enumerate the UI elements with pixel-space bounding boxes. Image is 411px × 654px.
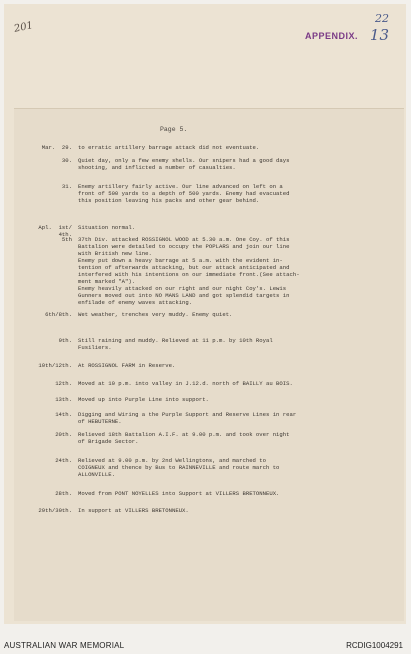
- folio-number-right: 22: [375, 12, 389, 25]
- entry-date: 31.: [61, 183, 72, 190]
- archive-footer: [0, 638, 411, 654]
- entry-text: [78, 236, 396, 306]
- entry-line: Enemy heavily attacked on our right and our night Coy's. Lewis: [78, 285, 287, 292]
- entry-text: [78, 431, 396, 445]
- entry-date: 14th.: [55, 411, 72, 418]
- entry-date: 24th.: [55, 457, 72, 464]
- entry-line: Moved up into Purple Line into support.: [78, 396, 209, 403]
- entry-line: Still raining and muddy. Relieved at 11 p.m. by 10th Royal: [78, 337, 273, 344]
- entry-line: Moved at 10 p.m. into valley in J.12.d. north of BAILLY au BOIS.: [78, 380, 293, 387]
- entry-line: of HEBUTERNE.: [78, 418, 122, 425]
- entry-text: [78, 380, 396, 387]
- entry-date: 10th/12th.: [38, 362, 72, 369]
- appendix-stamp: APPENDIX.: [305, 31, 359, 41]
- entry-line: interfered with his intentions on our immediate front.(See attach-: [78, 271, 300, 278]
- entry-line: enfilade of enemy waves attacking.: [78, 299, 193, 306]
- folio-number-left: 201: [13, 20, 35, 35]
- entry-date: 29th/30th.: [38, 507, 72, 514]
- entry-line: to erratic artillery barrage attack did not eventuate.: [78, 144, 260, 151]
- entry-line: Enemy put down a heavy barrage at 5 a.m. with the evident in-: [78, 257, 283, 264]
- entry-text: [78, 224, 396, 231]
- entry-line: front of 500 yards to a depth of 500 yards. Enemy had evacuated: [78, 190, 290, 197]
- entry-line: In support at VILLERS BRETONNEUX.: [78, 507, 189, 514]
- entry-text: [78, 457, 396, 478]
- entry-line: At ROSSIGNOL FARM in Reserve.: [78, 362, 176, 369]
- entry-date: 6th/8th.: [45, 311, 72, 318]
- entry-text: [78, 490, 396, 497]
- entry-text: [78, 337, 396, 351]
- entry-line: COIGNEUX and thence by Bus to RAINNEVILLE and route march to: [78, 464, 280, 471]
- entry-line: Quiet day, only a few enemy shells. Our snipers had a good days: [78, 157, 290, 164]
- entry-date: 12th.: [55, 380, 72, 387]
- entry-text: [78, 507, 396, 514]
- entry-line: 37th Div. attacked ROSSIGNOL WOOD at 5.30 a.m. One Coy. of this: [78, 236, 290, 243]
- entry-line: Moved from PONT NOYELLES into Support at VILLERS BRETONNEUX.: [78, 490, 280, 497]
- entry-line: this position leaving his packs and other gear behind.: [78, 197, 260, 204]
- entry-date: 30.: [61, 157, 72, 164]
- entry-date: 5th: [61, 236, 72, 243]
- entry-text: [78, 311, 396, 318]
- entry-date: Apl. 1st/ 4th.: [38, 224, 72, 238]
- entry-line: ment marked "A").: [78, 278, 136, 285]
- entry-line: with British new line.: [78, 250, 152, 257]
- entry-date: 28th.: [55, 490, 72, 497]
- entry-text: [78, 144, 396, 151]
- entry-date: Mar. 29.: [41, 144, 72, 151]
- entry-line: of Brigade Sector.: [78, 438, 139, 445]
- entry-text: [78, 411, 396, 425]
- appendix-number: 13: [369, 26, 389, 44]
- entry-line: Fusiliers.: [78, 344, 112, 351]
- entry-text: [78, 183, 396, 204]
- entry-text: [78, 157, 396, 171]
- entry-line: Relieved at 9.00 p.m. by 2nd Wellingtons, and marched to: [78, 457, 266, 464]
- entry-text: [78, 362, 396, 369]
- entry-date: 20th.: [55, 431, 72, 438]
- archive-name: AUSTRALIAN WAR MEMORIAL: [4, 641, 125, 650]
- entry-text: [78, 396, 396, 403]
- entry-date: 9th.: [58, 337, 72, 344]
- entry-line: Gunners moved out into NO MANS LAND and got splendid targets in: [78, 292, 290, 299]
- record-id: RCDIG1004291: [346, 641, 403, 650]
- entry-line: Digging and Wiring a the Purple Support and Reserve Lines in rear: [78, 411, 297, 418]
- entry-line: ALLONVILLE.: [78, 471, 115, 478]
- entry-line: Situation normal.: [78, 224, 136, 231]
- page-label: Page 5.: [160, 126, 188, 133]
- entry-line: Battalion were detailed to occupy the POPLARS and join our line: [78, 243, 290, 250]
- entry-line: tention of afterwards attacking, but our attack anticipated and: [78, 264, 290, 271]
- entry-line: shooting, and inflicted a number of casualties.: [78, 164, 236, 171]
- entry-line: Wet weather, trenches very muddy. Enemy quiet.: [78, 311, 233, 318]
- entry-date: 13th.: [55, 396, 72, 403]
- entry-line: Relieved 18th Battalion A.I.F. at 9.00 p.m. and took over night: [78, 431, 290, 438]
- entry-line: Enemy artillery fairly active. Our line advanced on left on a: [78, 183, 283, 190]
